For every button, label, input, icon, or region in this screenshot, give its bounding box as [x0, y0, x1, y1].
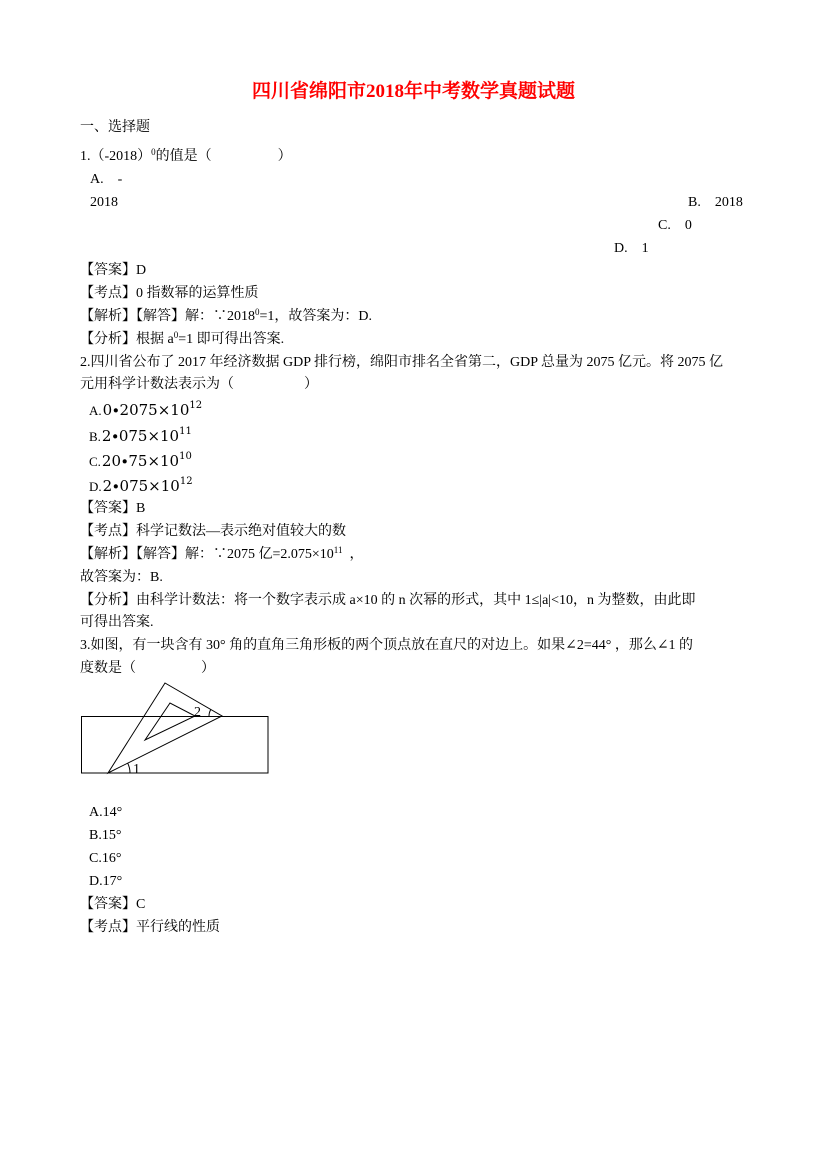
- q2-option-c-mantissa: 20∙75×10: [101, 452, 180, 470]
- q1-solution-text: 【解析】【解答】解：∵2018: [80, 309, 255, 324]
- angle-1-label: 1: [133, 762, 140, 777]
- q2-option-c-label: C.: [89, 454, 101, 469]
- angle-2-label: 2: [194, 705, 201, 720]
- q2-stem-line2-text: 元用科学计数法表示为（: [80, 377, 234, 392]
- q1-option-b: [688, 194, 743, 212]
- q1-option-a-value: -: [117, 172, 123, 187]
- q3-stem-line2-text: 度数是（: [80, 661, 136, 676]
- q3-option-a-label: A.: [89, 805, 103, 820]
- q1-option-c-value: 0: [684, 218, 692, 233]
- q3-option-a-value: 14°: [102, 805, 123, 820]
- q3-option-c-label: C.: [89, 851, 102, 866]
- q3-option-a: [89, 804, 122, 822]
- q2-option-d-exponent: 12: [179, 476, 193, 487]
- q1-option-a-label: A.: [90, 172, 104, 187]
- section-heading: 一、选择题: [80, 120, 150, 135]
- q3-option-d-label: D.: [89, 874, 103, 889]
- q1-option-d-value: 1: [641, 241, 649, 256]
- q3-option-c-value: 16°: [101, 851, 122, 866]
- q1-solution-text-end: =1，故答案为：D.: [259, 309, 373, 324]
- q2-option-d-label: D.: [89, 479, 102, 494]
- q1-analysis-exponent: 0: [173, 330, 179, 340]
- q2-analysis-line1: 【分析】由科学计数法：将一个数字表示成 a×10 的 n 次幂的形式，其中 1≤|a|<10，n 为整数，由此即: [80, 593, 696, 608]
- ruler-triangle-figure: [78, 678, 272, 778]
- q1-topic: 【考点】0 指数幂的运算性质: [80, 286, 259, 301]
- q1-option-a: [90, 171, 122, 189]
- q1-stem-exponent: 0: [151, 147, 156, 157]
- q1-answer: 【答案】D: [80, 263, 147, 278]
- q1-solution: [80, 308, 372, 326]
- q1-option-d: [614, 240, 649, 258]
- q2-stem-line2: [80, 376, 318, 394]
- q1-stem: [80, 148, 292, 166]
- angle-1-arc: [128, 763, 130, 773]
- q2-solution-text: 【解析】【解答】解：∵2075 亿=2.075×10: [80, 547, 334, 562]
- q1-stem-close-paren: ）: [277, 149, 292, 164]
- q2-solution-exponent: 11: [333, 545, 343, 555]
- q2-option-a: [89, 400, 202, 422]
- q1-option-b-value: 2018: [714, 195, 743, 210]
- q2-option-b-mantissa: 2∙075×10: [101, 427, 180, 445]
- q2-option-d-mantissa: 2∙075×10: [102, 477, 180, 495]
- q1-analysis-text-end: =1 即可得出答案.: [178, 332, 285, 347]
- q1-analysis-text: 【分析】根据 a: [80, 332, 174, 347]
- q3-topic: 【考点】平行线的性质: [80, 920, 220, 935]
- q1-stem-text-end: 的值是（: [155, 149, 212, 164]
- q1-option-d-label: D.: [614, 241, 628, 256]
- q2-stem-close-paren: ）: [304, 377, 318, 392]
- q3-option-d: [89, 873, 122, 891]
- q3-option-b: [89, 827, 121, 845]
- triangle-inner: [145, 703, 195, 740]
- q3-stem-line1: 3.如图，有一块含有 30° 角的直角三角形板的两个顶点放在直尺的对边上。如果∠2=44° ，那么∠1 的: [80, 638, 694, 653]
- q2-solution-text-end: ，: [342, 547, 364, 562]
- q2-option-c-exponent: 10: [179, 451, 192, 462]
- q3-option-b-label: B.: [89, 828, 102, 843]
- q2-analysis-line2: 可得出答案.: [80, 615, 154, 630]
- q3-answer: 【答案】C: [80, 897, 146, 912]
- page-title: 四川省绵阳市2018年中考数学真题试题: [251, 81, 575, 102]
- ruler-rectangle: [82, 717, 269, 774]
- q2-option-b-label: B.: [89, 429, 101, 444]
- q2-option-a-mantissa: 0∙2075×10: [102, 401, 190, 419]
- q3-option-c: [89, 850, 121, 868]
- q1-analysis: [80, 331, 284, 349]
- q2-option-b-exponent: 11: [179, 426, 192, 437]
- q2-option-d: [89, 476, 193, 498]
- q2-solution: [80, 546, 363, 564]
- q2-option-a-exponent: 12: [189, 400, 203, 411]
- triangle-outer: [108, 683, 222, 773]
- q1-solution-exponent: 0: [255, 307, 260, 317]
- q3-stem-close-paren: ）: [201, 661, 215, 676]
- q2-stem-line1: 2.四川省公布了 2017 年经济数据 GDP 排行榜，绵阳市排名全省第二，GDP 总量为 2075 亿元。将 2075 亿: [80, 355, 723, 370]
- q1-option-b-label: B.: [688, 195, 701, 210]
- q2-answer: 【答案】B: [80, 501, 146, 516]
- q3-option-b-value: 15°: [101, 828, 122, 843]
- q2-option-b: [89, 426, 192, 448]
- q1-option-a-value-wrap: 2018: [90, 195, 118, 210]
- q3-stem-line2: [80, 660, 215, 678]
- q1-option-c: [658, 217, 692, 235]
- q1-option-c-label: C.: [658, 218, 671, 233]
- q2-conclusion: 故答案为：B.: [80, 570, 163, 585]
- q2-topic: 【考点】科学记数法—表示绝对值较大的数: [80, 524, 346, 539]
- angle-2-arc: [209, 710, 211, 717]
- q1-stem-text: 1.（-2018）: [80, 149, 152, 164]
- q2-option-a-label: A.: [89, 403, 102, 418]
- q3-option-d-value: 17°: [102, 874, 123, 889]
- q2-option-c: [89, 451, 192, 473]
